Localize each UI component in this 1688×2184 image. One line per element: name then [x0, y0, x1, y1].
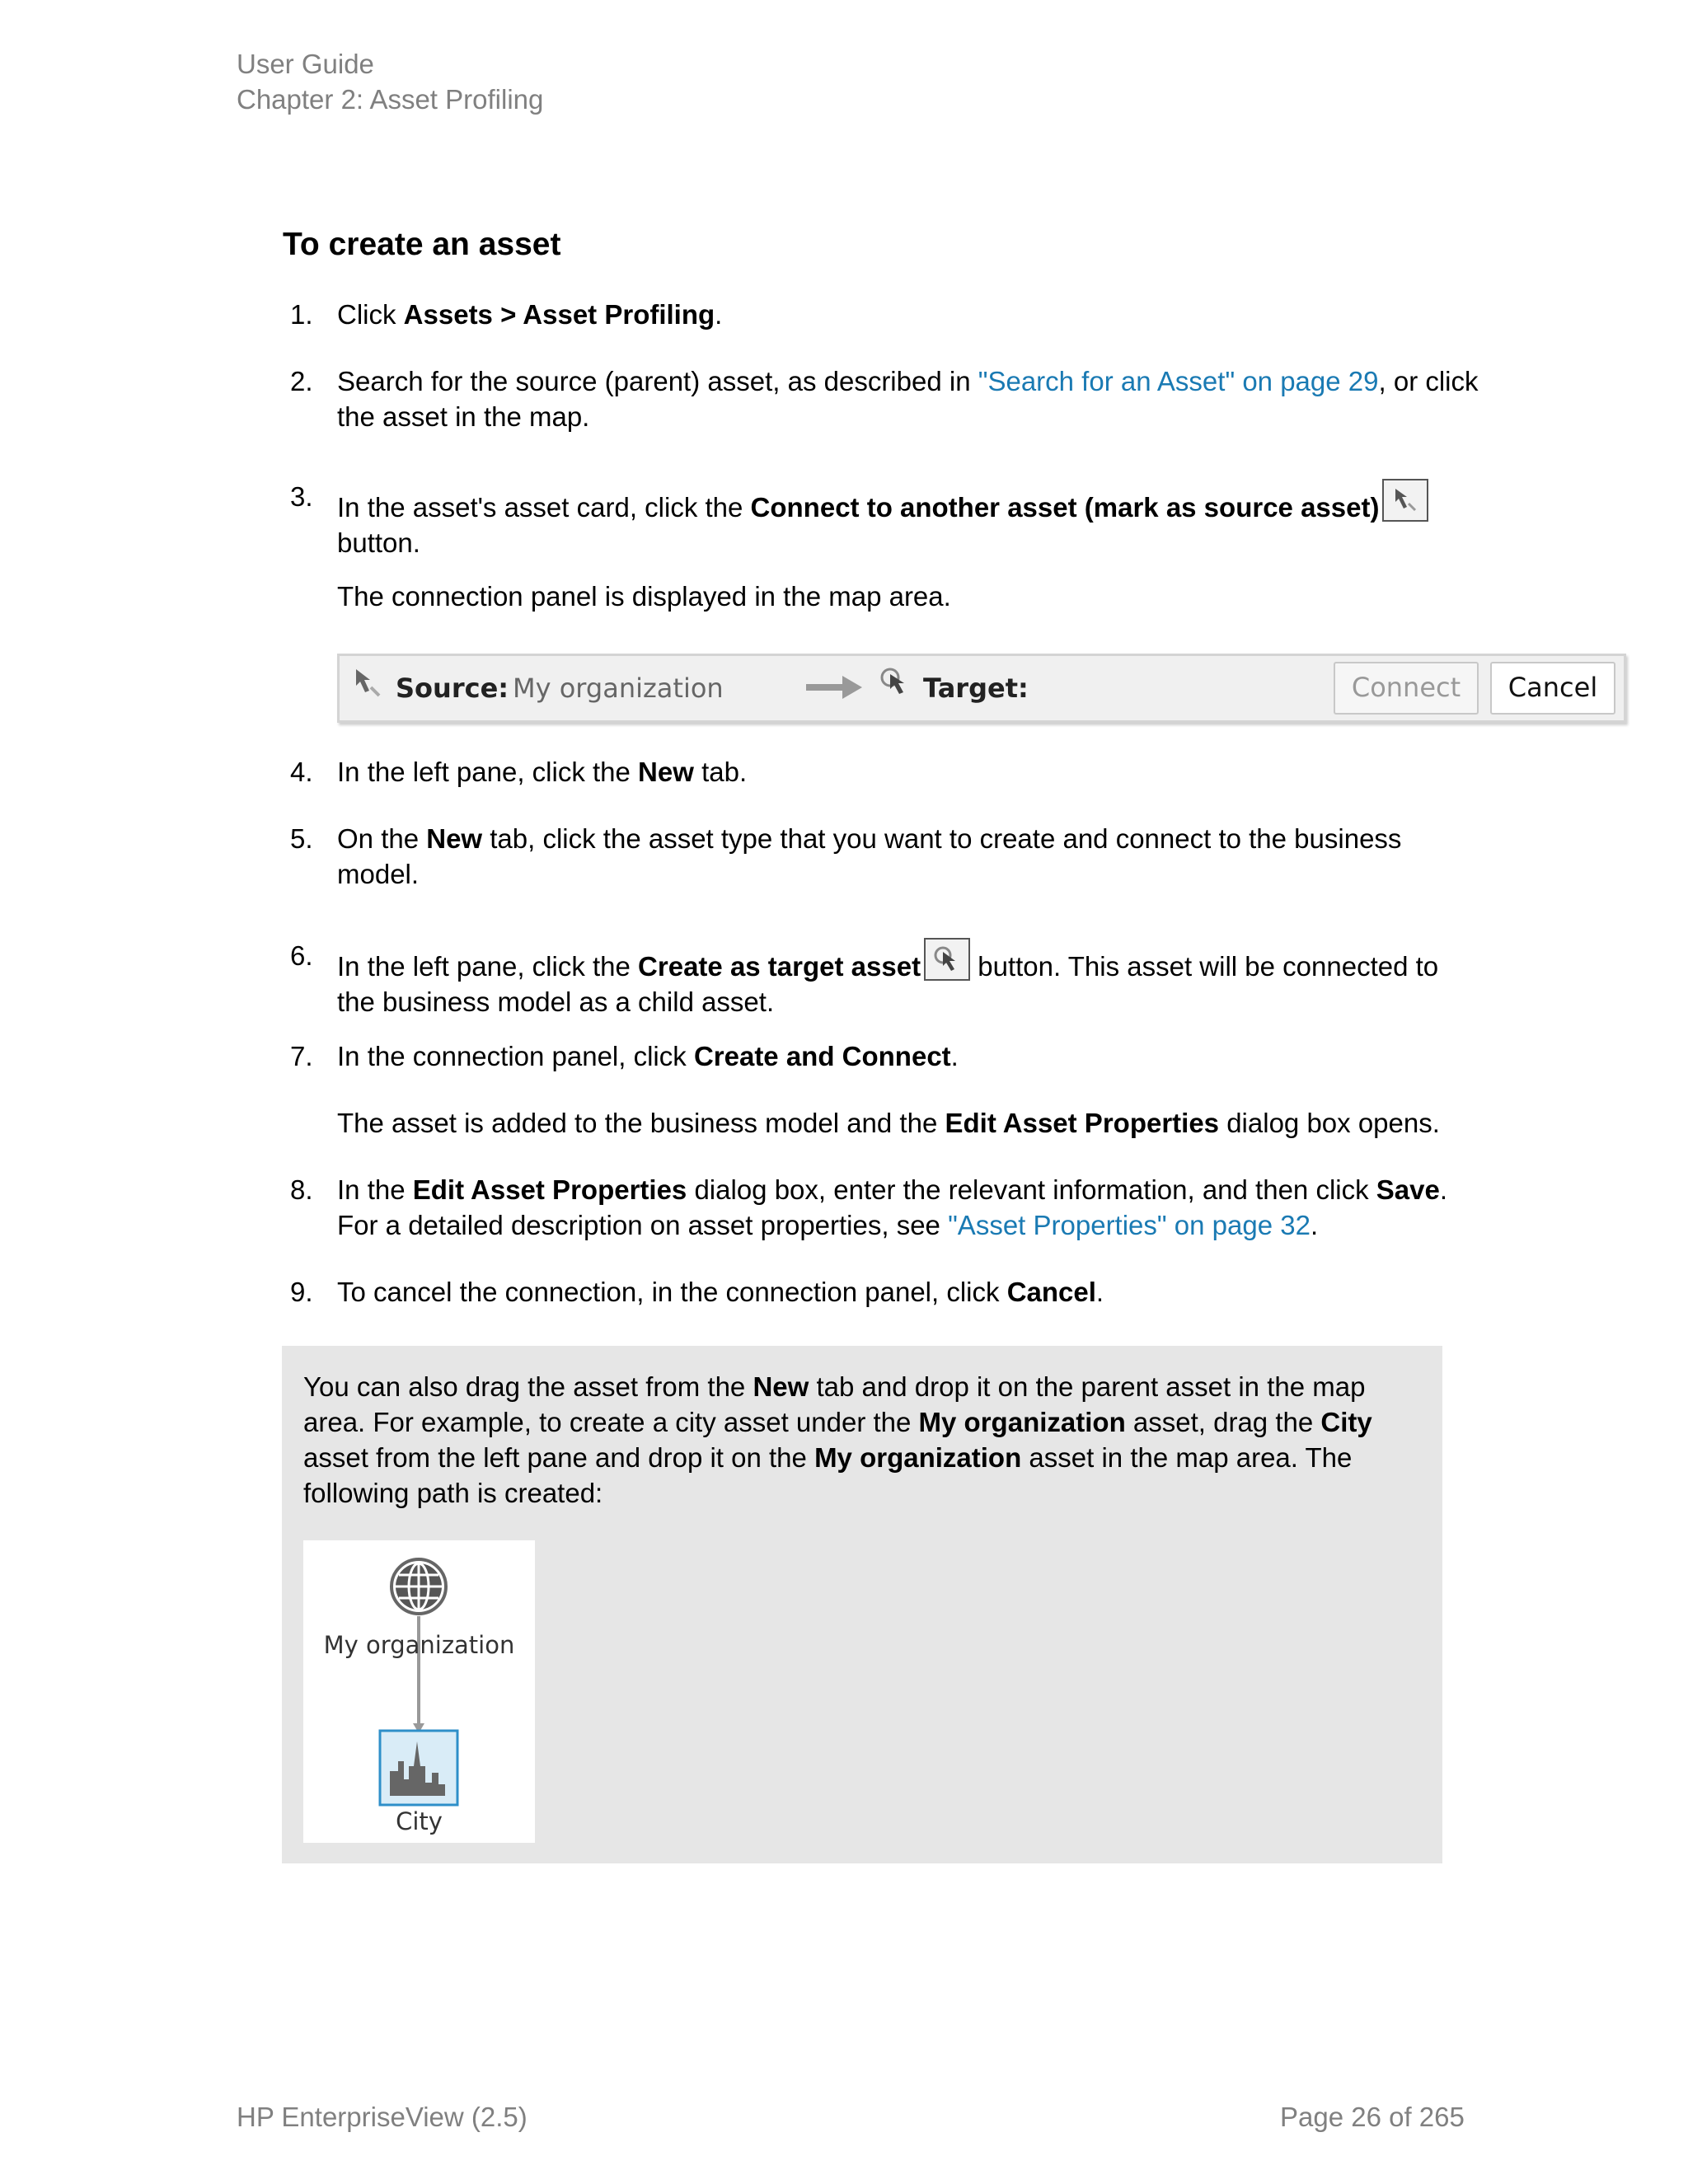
step-number: 2. [290, 366, 313, 396]
section-title: To create an asset [283, 227, 561, 262]
connect-button[interactable]: Connect [1334, 662, 1479, 715]
step-number: 4. [290, 757, 313, 787]
step-3-note: The connection panel is displayed in the map area. [337, 581, 951, 612]
target-arrow-icon [879, 666, 915, 705]
step-number: 3. [290, 481, 313, 512]
note-box [282, 1346, 1442, 1863]
step-number: 6. [290, 940, 313, 971]
note-text: You can also drag the asset from the New tab and drop it on the parent asset in the map area. For example, to create a city asset under the My organization asset, drag the City asset from the left pane and drop it on the My organization asset in the map area. The following path is created: [303, 1371, 1372, 1508]
city-icon [380, 1731, 457, 1805]
step-number: 9. [290, 1277, 313, 1307]
step-text: Click Assets > Asset Profiling. [337, 299, 723, 330]
org-label: My organization [323, 1631, 515, 1659]
step-number: 5. [290, 823, 313, 854]
step-text: In the Edit Asset Properties dialog box, enter the relevant information, and then click Save. For a detailed description on asset properties, see "Asset Properties" on page 32. [337, 1174, 1448, 1240]
step-number: 1. [290, 299, 313, 330]
footer-product: HP EnterpriseView (2.5) [237, 2102, 528, 2132]
source-label: Source: [396, 673, 509, 704]
step-text: In the asset's asset card, click the Connect to another asset (mark as source asset) button. [337, 479, 1507, 560]
globe-icon [392, 1559, 446, 1614]
footer-page-number: Page 26 of 265 [1280, 2102, 1465, 2132]
source-value: My organization [513, 673, 724, 704]
source-arrow-icon [1390, 485, 1420, 515]
search-asset-link[interactable]: "Search for an Asset" on page 29 [978, 366, 1379, 396]
diagram-graphics [303, 1540, 535, 1843]
connection-panel [337, 654, 1626, 723]
create-target-icon-button [924, 938, 970, 981]
path-diagram [303, 1540, 535, 1843]
running-header [237, 46, 543, 117]
header-guide: User Guide [237, 49, 374, 79]
asset-properties-link[interactable]: "Asset Properties" on page 32 [948, 1210, 1311, 1240]
step-text: In the connection panel, click Create and Connect. [337, 1041, 959, 1071]
step-7-note: The asset is added to the business model and the Edit Asset Properties dialog box opens. [337, 1108, 1440, 1138]
step-number: 7. [290, 1041, 313, 1071]
arrow-right-icon [806, 674, 864, 704]
city-label: City [396, 1807, 443, 1835]
step-text: To cancel the connection, in the connection panel, click Cancel. [337, 1277, 1104, 1307]
step-text: In the left pane, click the New tab. [337, 757, 748, 787]
step-text: In the left pane, click the Create as target asset button. This asset will be connected to the business model as a child asset. [337, 938, 1475, 1019]
target-label: Target: [923, 673, 1029, 704]
connect-source-icon-button [1382, 479, 1428, 522]
header-chapter: Chapter 2: Asset Profiling [237, 84, 544, 115]
step-text: Search for the source (parent) asset, as described in "Search for an Asset" on page 29, or click the asset in the map. [337, 366, 1479, 432]
step-number: 8. [290, 1174, 313, 1205]
cancel-button[interactable]: Cancel [1490, 662, 1615, 715]
target-arrow-icon [932, 944, 964, 976]
source-arrow-icon [353, 668, 386, 704]
step-text: On the New tab, click the asset type that you want to create and connect to the business model. [337, 823, 1402, 889]
